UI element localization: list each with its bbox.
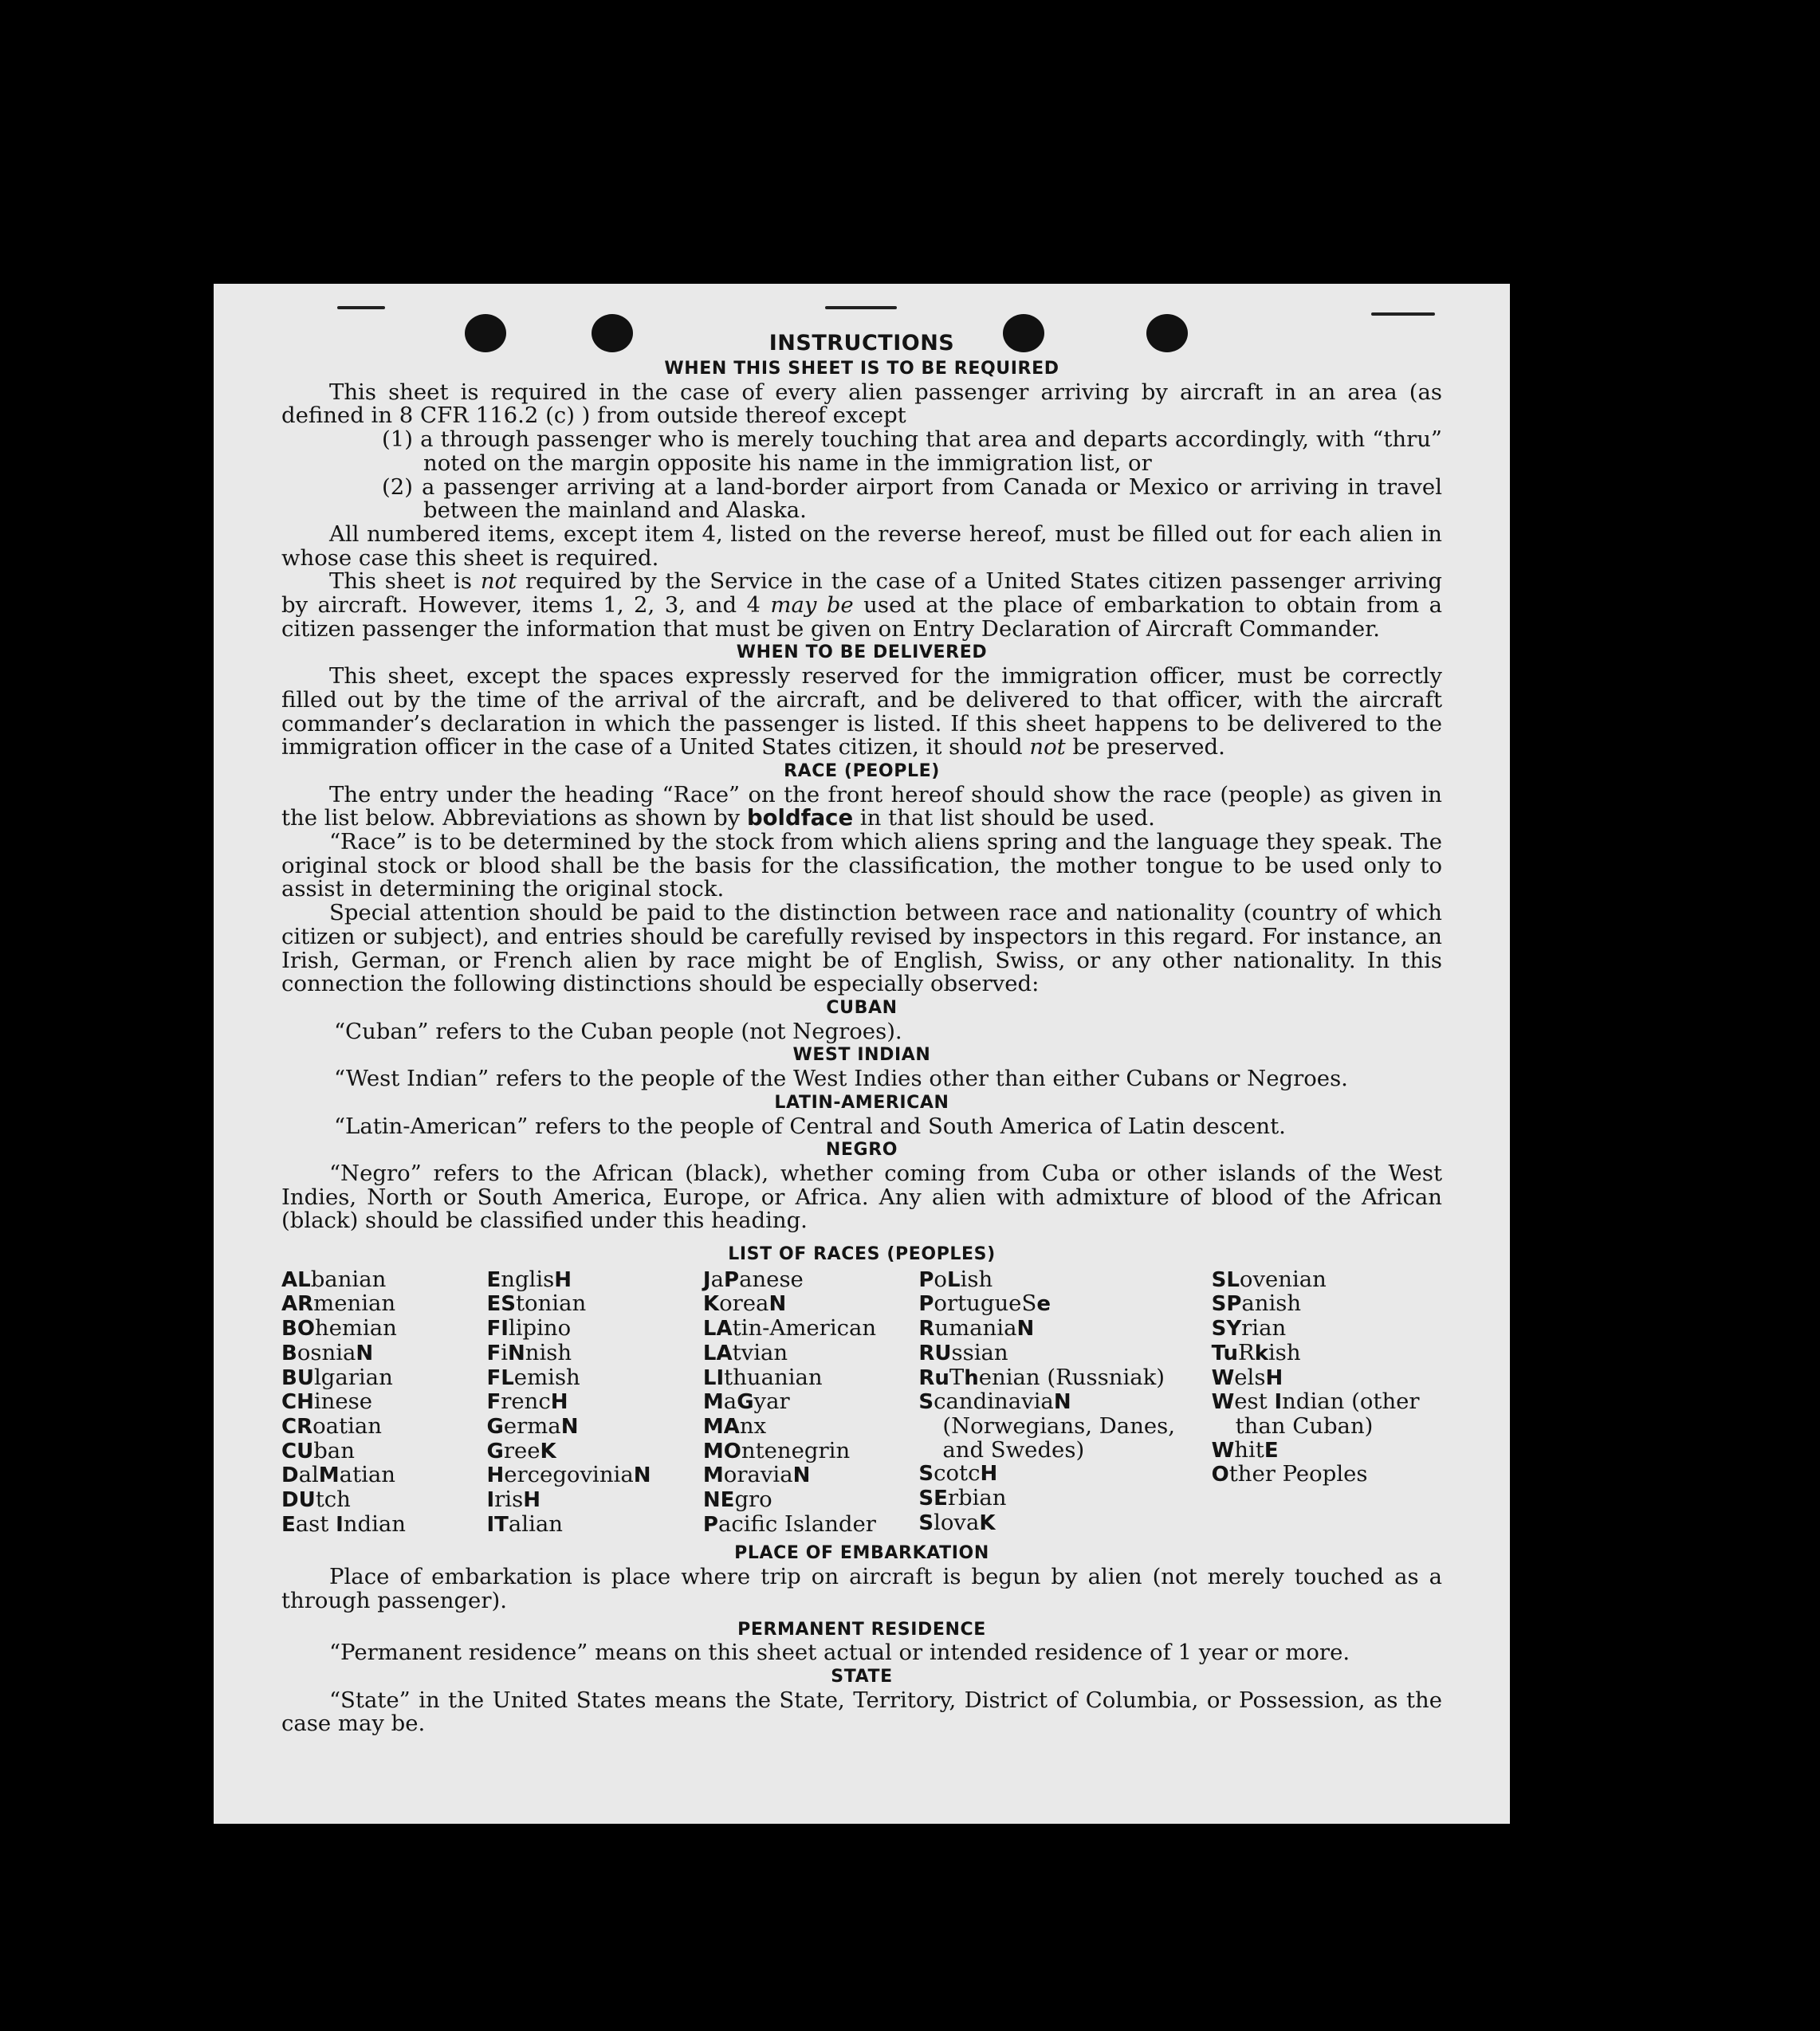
punch-hole xyxy=(1146,314,1188,352)
race-entry: LIthuanian xyxy=(702,1364,823,1390)
document-body xyxy=(281,330,1442,1736)
race-entry: GreeK xyxy=(486,1437,556,1463)
section-heading-list: LIST OF RACES (PEOPLES) xyxy=(728,1244,996,1265)
race-entry: GermaN xyxy=(486,1412,579,1439)
race-column xyxy=(486,1268,702,1538)
race-entry: ITalian xyxy=(486,1510,563,1537)
race-column xyxy=(281,1268,486,1538)
race-entry: KoreaN xyxy=(702,1290,787,1317)
paragraph: The entry under the heading “Race” on the front hereof should show the race (people) as given in the list below. Abbreviations as shown by boldface in that list should be used. xyxy=(281,781,1442,831)
race-entry: LAtin-American xyxy=(702,1315,877,1342)
race-entry: East Indian xyxy=(281,1510,406,1537)
instruction-sheet xyxy=(214,284,1510,1824)
race-entry: CHinese xyxy=(281,1389,373,1415)
race-entry: SPanish xyxy=(1211,1290,1302,1317)
paragraph: Place of embarkation is place where trip on aircraft is begun by alien (not merely touched as a through passenger). xyxy=(281,1564,1442,1613)
section-heading-residence: PERMANENT RESIDENCE xyxy=(737,1619,986,1640)
paragraph: This sheet, except the spaces expressly reserved for the immigration officer, must be correctly filled out by the time of the arrival of the aircraft, and be delivered to that officer, with the aircraft commander’s declaration in which the passenger is listed. If this sheet happens to be delivered to the immigration officer in the case of a United States citizen, it should not be preserved. xyxy=(281,663,1442,760)
paragraph: This sheet is not required by the Service in the case of a United States citizen passenger arriving by aircraft. However, items 1, 2, 3, and 4 may be used at the place of embarkation to obtain from a citizen passenger the information that must be given on Entry Declaration of Aircraft Commander. xyxy=(281,568,1442,642)
race-entry: FLemish xyxy=(486,1364,580,1390)
race-entry: FIlipino xyxy=(486,1315,572,1342)
exception-item xyxy=(281,473,1442,524)
race-entry: DUtch xyxy=(281,1487,351,1513)
race-entry: PoLish xyxy=(918,1266,993,1292)
race-entry: CRoatian xyxy=(281,1412,383,1439)
race-entry: SYrian xyxy=(1211,1315,1287,1342)
section-heading-race: RACE (PEOPLE) xyxy=(784,760,940,781)
race-column xyxy=(1212,1268,1442,1538)
race-entry: Other Peoples xyxy=(1211,1461,1368,1487)
race-entry: BosniaN xyxy=(281,1339,374,1365)
paragraph: “State” in the United States means the State, Territory, District of Columbia, or Possession, as the case may be. xyxy=(281,1687,1442,1737)
item-text: a passenger arriving at a land-border airport from Canada or Mexico or arriving in travel between the mainland and Alaska. xyxy=(421,473,1442,524)
race-entry: TuRkish xyxy=(1211,1339,1301,1365)
race-entry: WhitE xyxy=(1211,1436,1279,1463)
exception-item xyxy=(281,428,1442,475)
section-heading-west-indian: WEST INDIAN xyxy=(792,1045,931,1066)
section-heading-state: STATE xyxy=(831,1666,893,1687)
race-entry: EStonian xyxy=(486,1290,587,1317)
race-entry: CUban xyxy=(281,1437,355,1463)
margin-mark xyxy=(337,306,385,309)
race-entry: DalMatian xyxy=(281,1462,396,1488)
paragraph: “Permanent residence” means on this sheet actual or intended residence of 1 year or more. xyxy=(329,1640,1350,1666)
race-entry: West Indian (other than Cuban) xyxy=(1211,1389,1420,1439)
margin-mark xyxy=(1371,312,1435,316)
race-entry: RumaniaN xyxy=(918,1315,1035,1342)
section-heading-delivered: WHEN TO BE DELIVERED xyxy=(736,642,988,663)
race-entry: RUssian xyxy=(918,1339,1008,1365)
section-heading-negro: NEGRO xyxy=(825,1140,898,1161)
section-heading-embarkation: PLACE OF EMBARKATION xyxy=(734,1543,989,1564)
section-heading-required: WHEN THIS SHEET IS TO BE REQUIRED xyxy=(664,359,1059,379)
definition: “Latin-American” refers to the people of Central and South America of Latin descent. xyxy=(334,1113,1286,1139)
race-entry: ARmenian xyxy=(281,1290,396,1317)
race-entry: BUlgarian xyxy=(281,1364,393,1390)
page-title: INSTRUCTIONS xyxy=(768,331,955,356)
race-entry: PortugueSe xyxy=(918,1290,1051,1317)
race-entry: FiNnish xyxy=(486,1339,572,1365)
race-column xyxy=(703,1268,918,1538)
race-entry: Pacific Islander xyxy=(702,1510,876,1537)
race-entry: EnglisH xyxy=(486,1266,572,1292)
paragraph: “Negro” refers to the African (black), whether coming from Cuba or other islands of the West Indies, North or South America, Europe, or Africa. Any alien with admixture of blood of the African (black) should be classified under this heading. xyxy=(281,1160,1442,1234)
section-heading-latin-american: LATIN-AMERICAN xyxy=(774,1092,949,1113)
race-entry: SlovaK xyxy=(918,1509,996,1535)
margin-mark xyxy=(825,306,897,309)
definition: “Cuban” refers to the Cuban people (not Negroes). xyxy=(334,1018,902,1044)
paragraph: All numbered items, except item 4, listed on the reverse hereof, must be filled out for each alien in whose case this sheet is required. xyxy=(281,521,1442,571)
race-entry: ScandinaviaN (Norwegians, Danes, and Swedes) xyxy=(918,1389,1176,1463)
race-entry: ALbanian xyxy=(281,1266,387,1292)
punch-hole xyxy=(465,314,506,352)
race-entry: SErbian xyxy=(918,1485,1007,1511)
race-entry: MOntenegrin xyxy=(702,1437,851,1463)
punch-hole xyxy=(592,314,633,352)
race-entry: RuThenian (Russniak) xyxy=(918,1364,1166,1390)
item-number: (2) xyxy=(382,473,413,500)
item-text: a through passenger who is merely touching that area and departs accordingly, with “thru” noted on the margin opposite his name in the immigration list, or xyxy=(420,426,1442,476)
race-entry: SLovenian xyxy=(1211,1266,1327,1292)
race-entry: FrencH xyxy=(486,1389,568,1415)
race-entry: IrisH xyxy=(486,1487,540,1513)
punch-hole xyxy=(1003,314,1044,352)
paragraph: “Race” is to be determined by the stock from which aliens spring and the language they speak. The original stock or blood shall be the basis for the classification, the mother tongue to be used only to assist in determining the original stock. xyxy=(281,829,1442,902)
race-entry: MoraviaN xyxy=(702,1462,811,1488)
race-entry: JaPanese xyxy=(702,1266,804,1292)
race-list xyxy=(281,1268,1442,1538)
race-entry: ScotcH xyxy=(918,1460,998,1487)
race-entry: HercegoviniaN xyxy=(486,1462,651,1488)
paragraph: Special attention should be paid to the distinction between race and nationality (country of which citizen or subject), and entries should be carefully revised by inspectors in this regard. For instance, an Irish, German, or French alien by race might be of English, Swiss, or any other nationality. In this connection the following distinctions should be especially observed: xyxy=(281,900,1442,997)
section-heading-cuban: CUBAN xyxy=(826,997,898,1018)
race-entry: LAtvian xyxy=(702,1339,788,1365)
item-number: (1) xyxy=(382,426,413,453)
race-column xyxy=(918,1268,1211,1538)
race-entry: BOhemian xyxy=(281,1315,397,1342)
paragraph: This sheet is required in the case of every alien passenger arriving by aircraft in an area (as defined in 8 CFR 116.2 (c) ) from outside thereof except xyxy=(281,379,1442,429)
race-entry: MaGyar xyxy=(702,1389,790,1415)
race-entry: WelsH xyxy=(1211,1364,1283,1390)
race-entry: MAnx xyxy=(702,1412,767,1439)
race-entry: NEgro xyxy=(702,1487,772,1513)
definition: “West Indian” refers to the people of the West Indies other than either Cubans or Negroes. xyxy=(334,1066,1348,1092)
